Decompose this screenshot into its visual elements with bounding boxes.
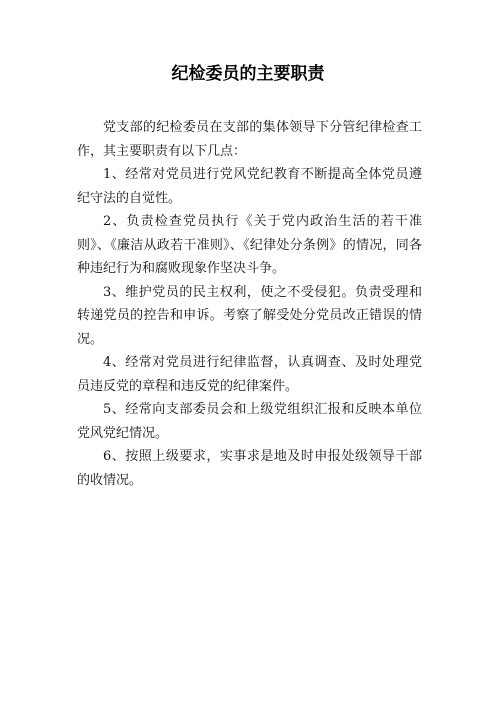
paragraph-duty-6: 6、按照上级要求，实事求是地及时申报处级领导干部的收情况。	[77, 449, 422, 488]
paragraph-duty-2: 2、负责检查党员执行《关于党内政治生活的若干准则》、《廉洁从政若干准则》、《纪律处分条例》的情况，同各种违纪行为和腐败现象作坚决斗争。	[77, 214, 422, 276]
paragraph-duty-3: 3、维护党员的民主权利，使之不受侵犯。负责受理和转递党员的控告和申诉。考察了解受处分党员改正错误的情况。	[77, 284, 422, 347]
paragraph-duty-5: 5、经常向支部委员会和上级党组织汇报和反映本单位党风党纪情况。	[77, 402, 422, 441]
page-title: 纪检委员的主要职责	[171, 64, 325, 84]
paragraph-duty-4: 4、经常对党员进行纪律监督，认真调查、及时处理党员违反党的章程和违反党的纪律案件。	[77, 355, 422, 394]
document-body	[77, 116, 422, 492]
paragraph-intro: 党支部的纪检委员在支部的集体领导下分管纪律检查工作，其主要职责有以下几点：	[77, 120, 422, 159]
paragraph-duty-1: 1、经常对党员进行党风党纪教育不断提高全体党员遵纪守法的自觉性。	[77, 167, 422, 206]
